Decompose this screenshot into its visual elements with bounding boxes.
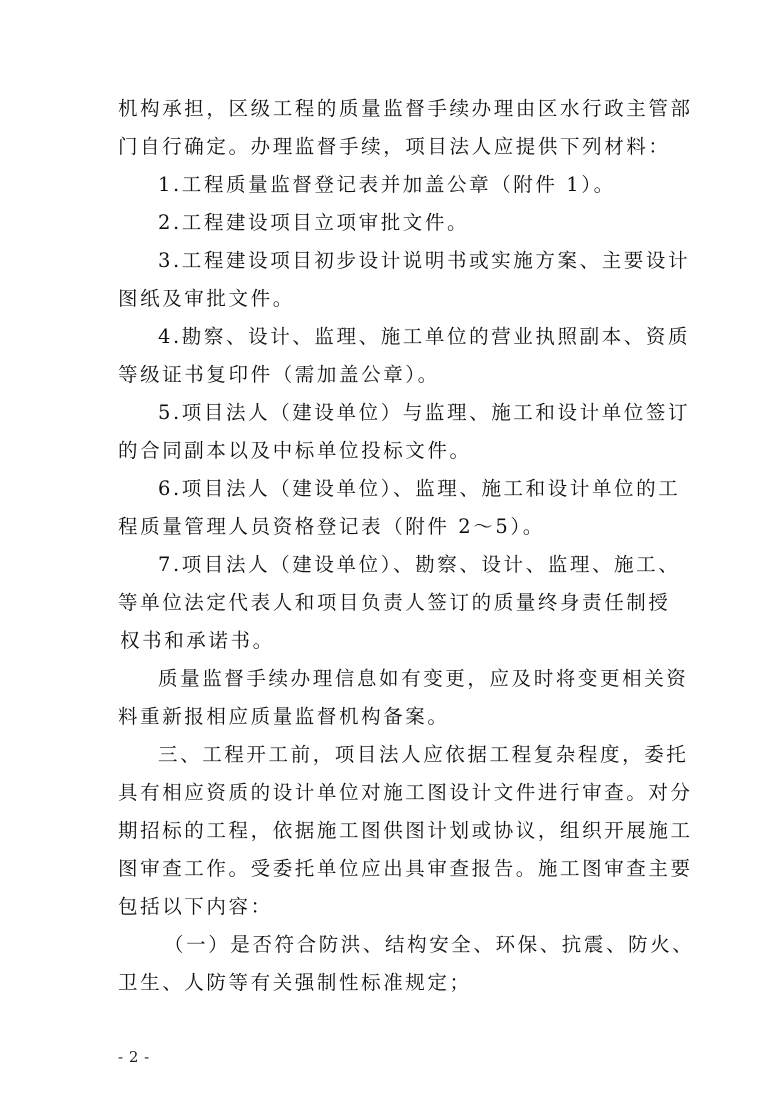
section-three-line: 包括以下内容： <box>118 895 273 918</box>
section-three-line: 图审查工作。受委托单位应出具审查报告。施工图审查主要 <box>118 857 693 880</box>
paragraph-change-notice: 质量监督手续办理信息如有变更，应及时将变更相关资 <box>158 667 689 690</box>
paragraph-line: 机构承担，区级工程的质量监督手续办理由区水行政主管部 <box>118 97 693 120</box>
list-item-4-continued: 等级证书复印件（需加盖公章）。 <box>118 363 440 386</box>
subitem-one-continued: 卫生、人防等有关强制性标准规定； <box>118 971 472 994</box>
list-item-5-continued: 的合同副本以及中标单位投标文件。 <box>118 439 472 462</box>
section-three-heading-line: 三、工程开工前，项目法人应依据工程复杂程度，委托 <box>158 743 689 766</box>
list-item-5: 5.项目法人（建设单位）与监理、施工和设计单位签订 <box>158 401 691 424</box>
list-item-7-continued: 等单位法定代表人和项目负责人签订的质量终身责任制授 <box>118 591 671 614</box>
list-item-2: 2.工程建设项目立项审批文件。 <box>158 211 470 234</box>
page-number: - 2 - <box>118 1048 150 1066</box>
list-item-7: 7.项目法人（建设单位）、勘察、设计、监理、施工、 <box>158 553 681 576</box>
list-item-3: 3.工程建设项目初步设计说明书或实施方案、主要设计 <box>158 249 691 272</box>
section-three-line: 具有相应资质的设计单位对施工图设计文件进行审查。对分 <box>118 781 693 804</box>
section-three-line: 期招标的工程，依据施工图供图计划或协议，组织开展施工 <box>118 819 693 842</box>
list-item-6: 6.项目法人（建设单位）、监理、施工和设计单位的工 <box>158 477 681 500</box>
paragraph-change-notice-continued: 料重新报相应质量监督机构备案。 <box>118 705 450 728</box>
list-item-7-continued-end: 权书和承诺书。 <box>120 629 275 652</box>
list-item-3-continued: 图纸及审批文件。 <box>118 287 295 310</box>
paragraph-line: 门自行确定。办理监督手续，项目法人应提供下列材料： <box>118 135 671 158</box>
list-item-6-continued: 程质量管理人员资格登记表（附件 2～5）。 <box>118 515 545 538</box>
document-body <box>118 90 695 1002</box>
subitem-one: （一）是否符合防洪、结构安全、环保、抗震、防火、 <box>164 933 695 956</box>
list-item-4: 4.勘察、设计、监理、施工单位的营业执照副本、资质 <box>158 325 691 348</box>
list-item-1: 1.工程质量监督登记表并加盖公章（附件 1）。 <box>158 173 616 196</box>
